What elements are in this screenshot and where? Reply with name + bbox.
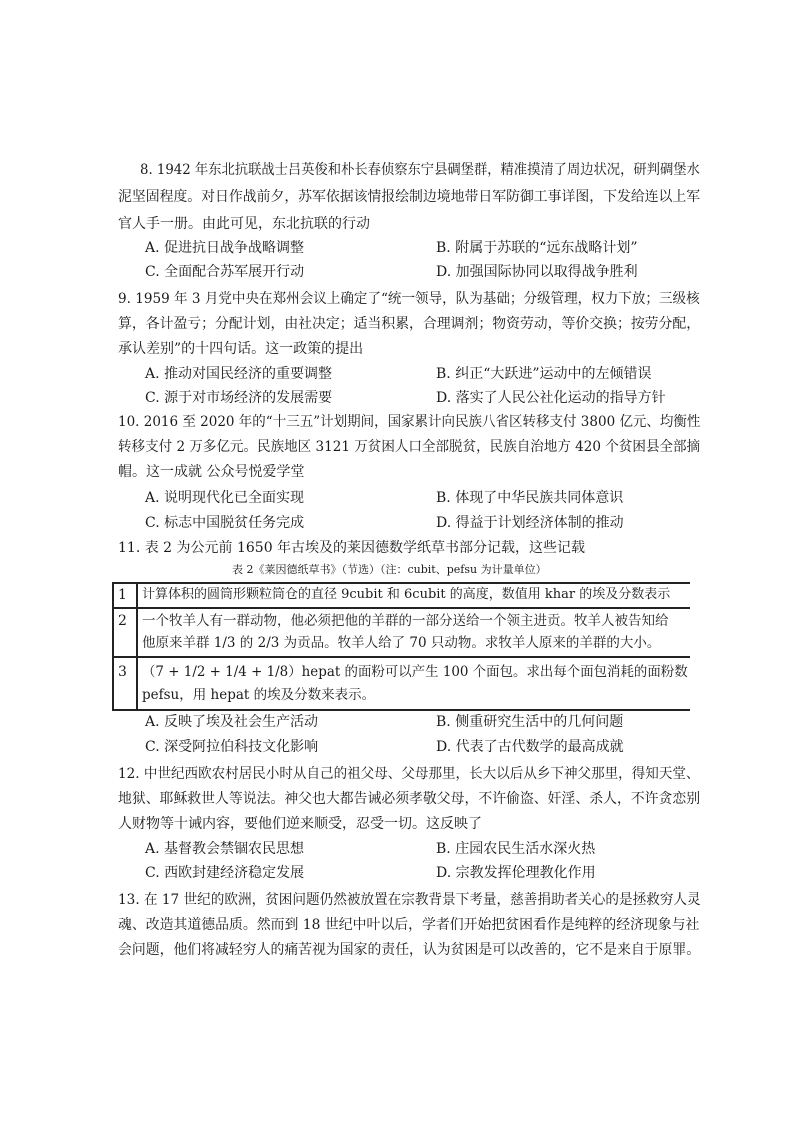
table-caption: 表 2《莱因德纸草书》（节选）（注：cubit、pefsu 为计量单位） xyxy=(232,563,547,576)
q11-option-b: B. 侧重研究生活中的几何问题 xyxy=(436,714,624,730)
table-border-bottom xyxy=(112,709,690,711)
q12-option-c: C. 西欧封建经济稳定发展 xyxy=(145,865,305,881)
q13-stem-line-1: 13. 在 17 世纪的欧洲，贫困问题仍然被放置在宗教背景下考量，慈善捐助者关心的是拯救穷人灵 xyxy=(118,892,701,908)
q9-stem-line-3: 承认差别”的十四句话。这一政策的提出 xyxy=(118,341,364,357)
table-cell: 一个牧羊人有一群动物，他必须把他的羊群的一部分送给一个领主进贡。牧羊人被告知给 xyxy=(142,613,669,629)
q10-option-a: A. 说明现代化已全面实现 xyxy=(145,490,305,506)
q11-stem: 11. 表 2 为公元前 1650 年古埃及的莱因德数学纸草书部分记载，这些记载 xyxy=(118,540,586,556)
q8-option-d: D. 加强国际协同以取得战争胜利 xyxy=(436,264,638,280)
q8-option-b: B. 附属于苏联的“远东战略计划” xyxy=(436,240,638,256)
table-cell: pefsu，用 hepat 的埃及分数来表示。 xyxy=(142,687,376,703)
table-row-divider-2 xyxy=(112,656,690,658)
q8-stem-line-1: 8. 1942 年东北抗联战士吕英俊和朴长春侦察东宁县碉堡群，精准摸清了周边状况，研判碉堡水 xyxy=(140,162,700,178)
q11-option-c: C. 深受阿拉伯科技文化影响 xyxy=(145,739,319,755)
q9-option-a: A. 推动对国民经济的重要调整 xyxy=(145,366,333,382)
q8-stem-line-3: 官人手一册。由此可见，东北抗联的行动 xyxy=(118,216,370,232)
q13-stem-line-2: 魂、改造其道德品质。然而到 18 世纪中叶以后，学者们开始把贫困看作是纯粹的经济现象与社 xyxy=(118,917,700,933)
q13-stem-line-3: 会问题，他们将减轻穷人的痛苦视为国家的责任，认为贫困是可以改善的，它不是来自于原罪。 xyxy=(118,942,701,958)
q9-stem-line-1: 9. 1959 年 3 月党中央在郑州会议上确定了“统一领导，队为基础；分级管理，权力下放；三级核 xyxy=(118,291,700,307)
q10-option-d: D. 得益于计划经济体制的推动 xyxy=(436,515,624,531)
q8-option-c: C. 全面配合苏军展开行动 xyxy=(145,264,305,280)
q10-stem-line-3: 帽。这一成就 公众号悦爱学堂 xyxy=(118,464,305,480)
q12-option-a: A. 基督教会禁锢农民思想 xyxy=(145,841,305,857)
q9-option-d: D. 落实了人民公社化运动的指导方针 xyxy=(436,390,666,406)
table-cell: （7 + 1/2 + 1/4 + 1/8）hepat 的面粉可以产生 100 个面包。求出每个面包消耗的面粉数 xyxy=(142,664,688,680)
table-cell: 他原来羊群 1/3 的 2/3 为贡品。牧羊人给了 70 只动物。求牧羊人原来的羊群的大小。 xyxy=(142,635,661,651)
q8-stem-line-2: 泥坚固程度。对日作战前夕，苏军依据该情报绘制边境地带日军防御工事详图，下发给连以上军 xyxy=(118,189,701,205)
table-column-divider xyxy=(136,582,138,710)
q9-option-c: C. 源于对市场经济的发展需要 xyxy=(145,390,333,406)
q12-stem-line-3: 人财物等十诫内容，要他们逆来顺受，忍受一切。这反映了 xyxy=(118,816,482,832)
table-row-number: 2 xyxy=(118,613,127,629)
papyrus-table xyxy=(112,582,690,710)
q11-option-d: D. 代表了古代数学的最高成就 xyxy=(436,739,624,755)
table-row-divider-1 xyxy=(112,607,690,609)
q11-option-a: A. 反映了埃及社会生产活动 xyxy=(145,714,319,730)
q12-option-d: D. 宗教发挥伦理教化作用 xyxy=(436,865,596,881)
q9-stem-line-2: 算，各计盈亏；分配计划，由社决定；适当积累，合理调剂；物资劳动，等价交换；按劳分配， xyxy=(118,316,701,332)
q12-option-b: B. 庄园农民生活水深火热 xyxy=(436,841,596,857)
q10-stem-line-2: 转移支付 2 万多亿元。民族地区 3121 万贫困人口全部脱贫，民族自治地方 420 个贫困县全部摘 xyxy=(118,439,701,455)
table-cell: 计算体积的圆筒形颗粒筒仓的直径 9cubit 和 6cubit 的高度，数值用 khar 的埃及分数表示 xyxy=(142,587,671,602)
q8-option-a: A. 促进抗日战争战略调整 xyxy=(145,240,305,256)
table-border-left xyxy=(112,582,114,710)
table-row-number: 3 xyxy=(118,664,127,680)
q10-option-c: C. 标志中国脱贫任务完成 xyxy=(145,515,305,531)
q12-stem-line-1: 12. 中世纪西欧农村居民小时从自己的祖父母、父母那里，长大以后从乡下神父那里，得知天堂、 xyxy=(118,766,700,782)
table-row-number: 1 xyxy=(118,587,127,603)
q9-option-b: B. 纠正“大跃进”运动中的左倾错误 xyxy=(436,366,652,382)
table-border-top xyxy=(112,582,690,584)
q10-option-b: B. 体现了中华民族共同体意识 xyxy=(436,490,624,506)
q10-stem-line-1: 10. 2016 至 2020 年的“十三五”计划期间，国家累计向民族八省区转移支付 3800 亿元、均衡性 xyxy=(118,414,701,430)
q12-stem-line-2: 地狱、耶稣救世人等说法。神父也大都告诫必须孝敬父母，不许偷盗、奸淫、杀人，不许贪恋别 xyxy=(118,791,701,807)
